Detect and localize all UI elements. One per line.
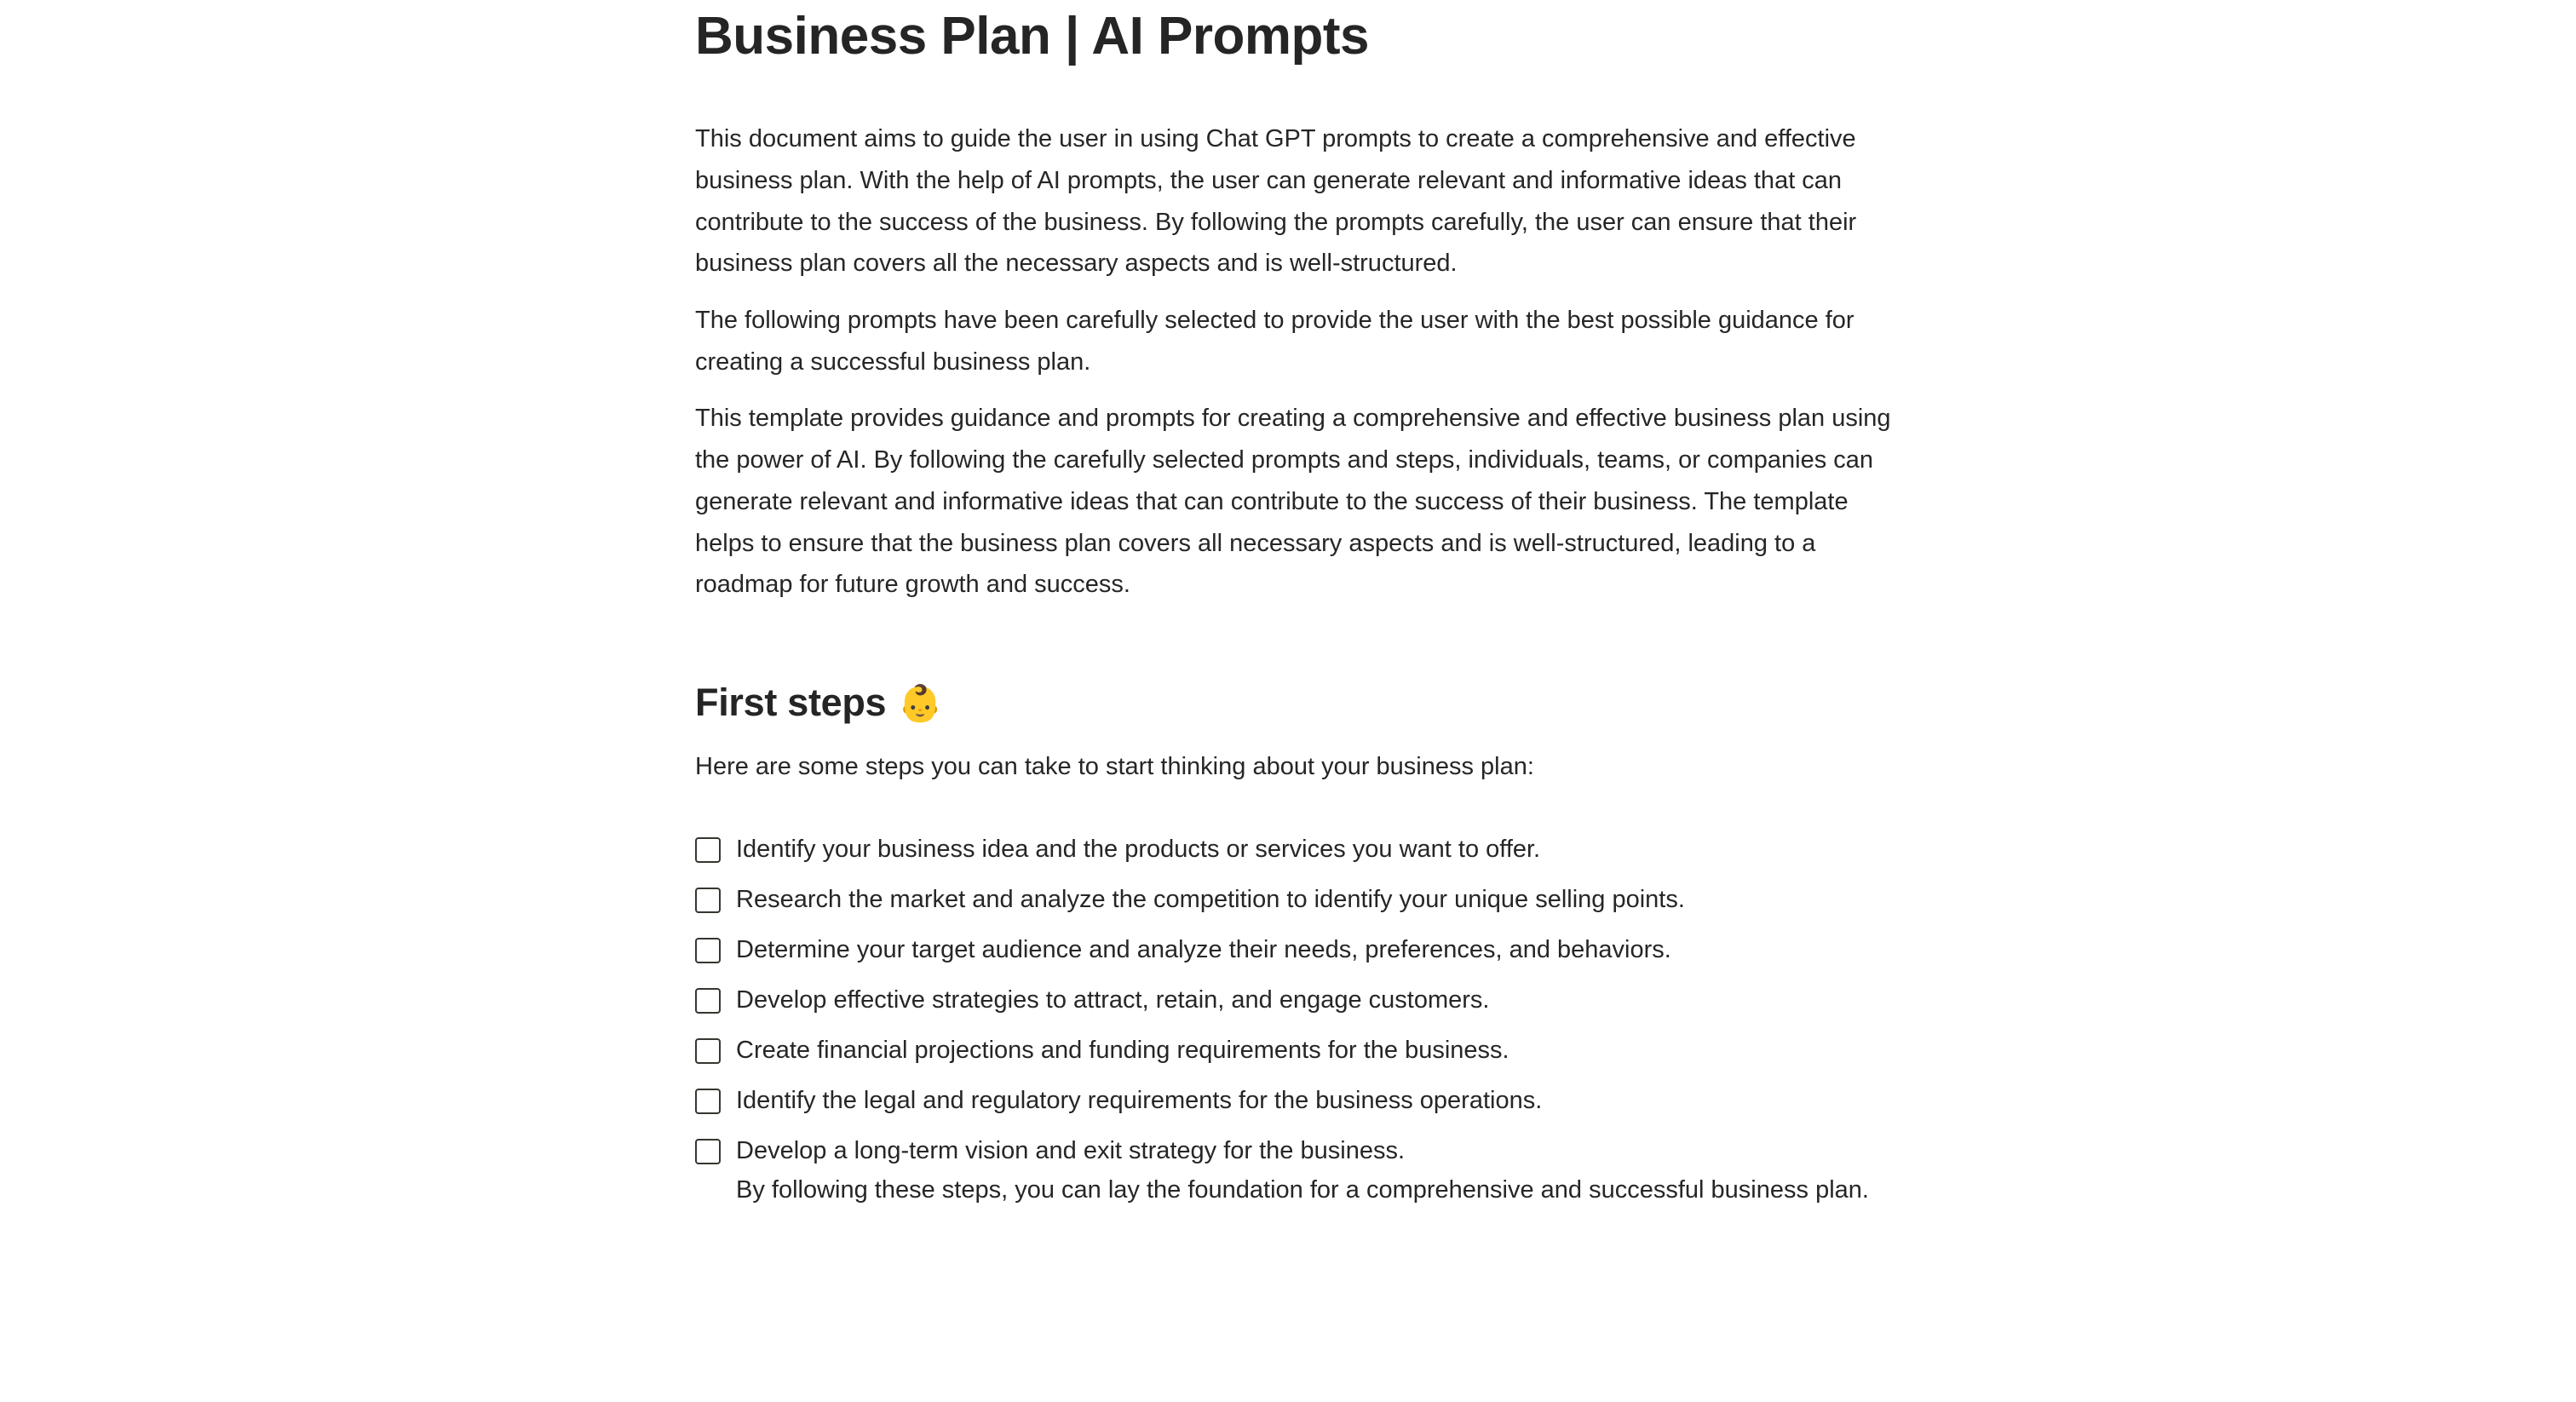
section-heading-text: First steps — [695, 681, 887, 725]
baby-emoji-icon: 👶 — [898, 683, 943, 724]
list-item[interactable] — [695, 930, 1905, 970]
checkbox-icon[interactable] — [695, 888, 721, 913]
checklist-item-label: Determine your target audience and analyze their needs, preferences, and behaviors. — [736, 935, 1671, 963]
intro-paragraph-1: This document aims to guide the user in using Chat GPT prompts to create a comprehensive and effective business plan. With the help of AI prompts, the user can generate relevant and informative ideas that can contribute to the success of the business. By following the prompts carefully, the user can ensure that their business plan covers all the necessary aspects and is well-structured. — [695, 125, 1857, 278]
section-spacer — [695, 621, 1905, 679]
list-item[interactable] — [695, 830, 1905, 870]
section-heading-first-steps — [695, 679, 1905, 727]
checklist-item-label: Identify the legal and regulatory requirements for the business operations. — [736, 1086, 1543, 1114]
checklist-item-label: Research the market and analyze the competition to identify your unique selling points. — [736, 885, 1685, 913]
checkbox-icon[interactable] — [695, 1038, 721, 1064]
checkbox-icon[interactable] — [695, 837, 721, 863]
checklist-item-label-group — [736, 1131, 1869, 1211]
checkbox-icon[interactable] — [695, 1089, 721, 1114]
list-item[interactable] — [695, 1131, 1905, 1211]
checklist-item-subtext: By following these steps, you can lay the foundation for a comprehensive and successful business plan. — [736, 1176, 1869, 1204]
list-item[interactable] — [695, 980, 1905, 1020]
first-steps-checklist — [695, 830, 1905, 1211]
intro-paragraph-3: This template provides guidance and prompts for creating a comprehensive and effective business plan using the power of AI. By following the carefully selected prompts and steps, individuals, teams, or companies can generate relevant and informative ideas that can contribute to the success of their business. The template helps to ensure that the business plan covers all necessary aspects and is well-structured, leading to a roadmap for future growth and success. — [695, 405, 1891, 599]
list-item[interactable] — [695, 1081, 1905, 1121]
intro-paragraph-2: The following prompts have been carefully selected to provide the user with the best possible guidance for creating a successful business plan. — [695, 307, 1854, 376]
section-lead-text: Here are some steps you can take to start thinking about your business plan: — [695, 753, 1534, 781]
checkbox-icon[interactable] — [695, 1139, 721, 1164]
checklist-item-label: Develop effective strategies to attract, retain, and engage customers. — [736, 985, 1490, 1014]
checkbox-icon[interactable] — [695, 938, 721, 963]
checklist-item-label: Identify your business idea and the products or services you want to offer. — [736, 835, 1541, 863]
checklist-item-label: Create financial projections and funding requirements for the business. — [736, 1036, 1509, 1064]
document-body — [695, 0, 1905, 1210]
checkbox-icon[interactable] — [695, 988, 721, 1014]
list-item[interactable] — [695, 880, 1905, 920]
list-item[interactable] — [695, 1031, 1905, 1071]
checklist-item-label: Develop a long-term vision and exit strategy for the business. — [736, 1136, 1406, 1164]
page-title: Business Plan | AI Prompts — [695, 7, 1370, 66]
